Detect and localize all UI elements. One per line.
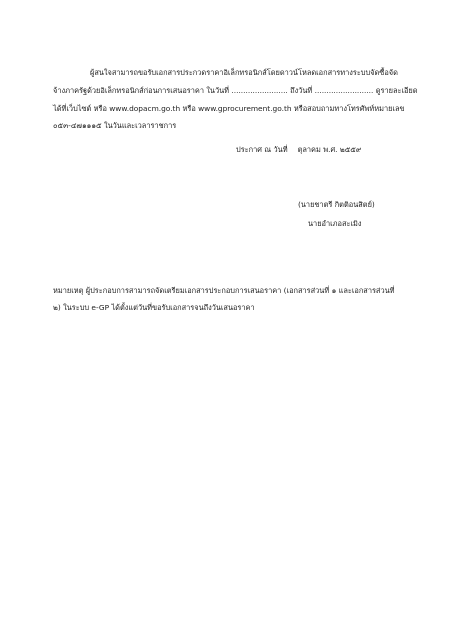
body-line-4: ๐๕๓-๔๗๑๑๑๕ ในวันและเวลาราชการ [53,121,177,130]
body-line-1: ผู้สนใจสามารถขอรับเอกสารประกวดราคาอิเล็กทรอนิกส์โดยดาวน์โหลดเอกสารทางระบบจัดซื้อจัด [90,68,398,77]
body-line-2: จ้างภาครัฐด้วยอิเล็กทรอนิกส์ก่อนการเสนอราคา ในวันที่ ........................ ถึงวันที่ ......................... ดูรายละเอียด [53,86,418,95]
body-line-3: ได้ที่เว็บไซต์ หรือ www.dopacm.go.th หรือ www.gprocurement.go.th หรือสอบถามทางโทรศัพท์หมายเลข [53,104,405,113]
announcement-date [236,145,361,155]
announcement-label: ประกาศ ณ วันที่ [236,145,288,154]
note-line-1: หมายเหตุ ผู้ประกอบการสามารถจัดเตรียมเอกสารประกอบการเสนอราคา (เอกสารส่วนที่ ๑ และเอกสารส่วนที่ [53,286,395,295]
signatory-name: (นายชาตรี กิตติอนสิตย์) [298,200,375,209]
announcement-date-value: ตุลาคม พ.ศ. ๒๕๕๙ [297,145,362,154]
note-line-2: ๒) ในระบบ e-GP ได้ตั้งแต่วันที่ขอรับเอกสารจนถึงวันเสนอราคา [53,303,255,312]
signatory-title: นายอำเภอสะเมิง [308,219,362,228]
